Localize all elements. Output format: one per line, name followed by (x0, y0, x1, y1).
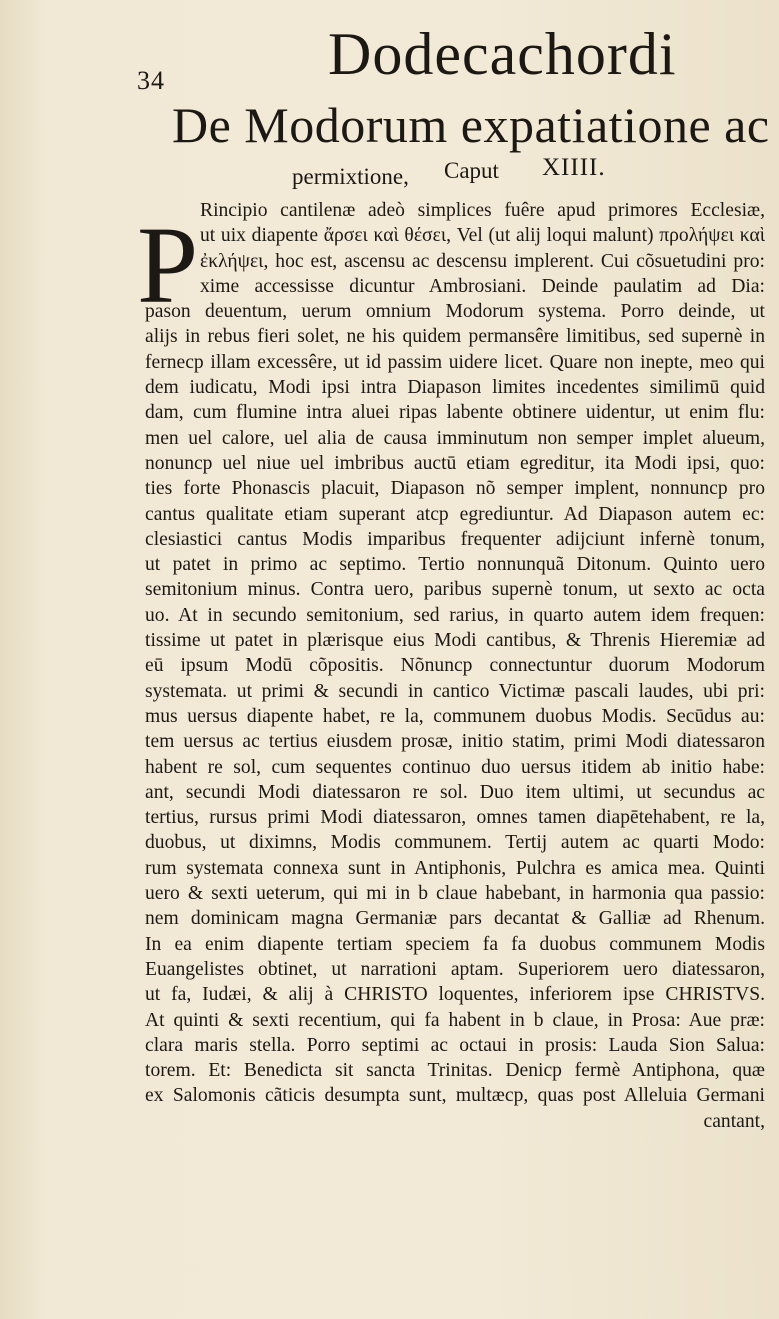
text-line: ἐκλήψει, hoc est, ascensu ac descensu implerent. Cui cõsuetudini pro: (200, 250, 765, 272)
running-head: Dodecachordi (328, 21, 677, 87)
text-line: semitonium minus. Contra uero, paribus supernè tonum, ut sexto ac octa (145, 579, 765, 601)
text-line: In ea enim diapente tertiam speciem fa fa duobus communem Modis (145, 933, 765, 955)
drop-cap: P (137, 204, 199, 326)
text-line: uo. At in secundo semitonium, sed rarius, in quarto autem idem frequen: (145, 604, 765, 626)
text-line: dem iudicatu, Modi ipsi intra Diapason limites incedentes similimū quid (145, 377, 765, 399)
text-line: pason deuentum, uerum omnium Modorum systema. Porro deinde, ut (145, 301, 765, 323)
text-line: clara maris stella. Porro septimi ac octaui in prosis: Lauda Sion Salua: (145, 1034, 765, 1056)
text-line: duobus, ut diximns, Modis communem. Tertij autem ac quarti Modo: (145, 832, 765, 854)
caput-label: Caput (444, 158, 499, 183)
text-line: tissime ut patet in plærisque eius Modi cantibus, & Threnis Hieremiæ ad (145, 630, 765, 652)
text-line: nonuncp uel niue uel imbribus auctū etiam egreditur, ita Modi ipsi, quo: (145, 452, 765, 474)
text-line: ut uix diapente ἄρσει καὶ θέσει, Vel (ut alij loqui malunt) προλήψει καὶ (200, 225, 765, 247)
text-line: ant, secundi Modi diatessaron re sol. Duo item ultimi, ut secundus ac (145, 781, 765, 803)
text-line: ut patet in primo ac septimo. Tertio nonnunquã Ditonum. Quinto uero (145, 554, 765, 576)
text-line: Euangelistes obtinet, ut narrationi aptam. Superiorem uero diatessaron, (145, 958, 765, 980)
text-line: rum systemata connexa sunt in Antiphonis, Pulchra es amica mea. Quinti (145, 857, 765, 879)
text-line: clesiastici cantus Modis imparibus frequenter adijciunt infernè tonum, (145, 528, 765, 550)
text-line: xime accessisse dicuntur Ambrosiani. Deinde paulatim ad Dia: (200, 275, 765, 297)
text-line: men uel calore, uel alia de causa imminutum non semper implet alueum, (145, 427, 765, 449)
text-line: systemata. ut primi & secundi in cantico Victimæ pascali laudes, ubi pri: (145, 680, 765, 702)
text-line: uero & sexti ueterum, qui mi in b claue habebant, in harmonia qua passio: (145, 883, 765, 905)
text-line: nem dominicam magna Germaniæ pars decantat & Galliæ ad Rhenum. (145, 908, 765, 930)
text-line: fernecp illam excessêre, ut id passim uidere licet. Quare non inepte, meo qui (145, 351, 765, 373)
text-line: habent re sol, cum sequentes continuo duo uersus itidem ab initio habe: (145, 756, 765, 778)
text-line: tertius, rursus primi Modi diatessaron, omnes tamen diapētehabent, re la, (145, 807, 765, 829)
text-line: dam, cum flumine intra aluei ripas labente obtinere uidentur, ut enim flu: (145, 402, 765, 424)
body-text (145, 198, 765, 1134)
text-line: ut fa, Iudæi, & alij à CHRISTO loquentes, inferiorem ipse CHRISTVS. (145, 984, 765, 1006)
text-line: cantus qualitate etiam superant atcp egrediuntur. Ad Diapason autem ec: (145, 503, 765, 525)
caput-number: XIIII. (542, 154, 606, 181)
chapter-title: De Modorum expatiatione ac (172, 97, 770, 153)
text-line: ex Salomonis cãticis desumpta sunt, multæcp, quas post Alleluia Germani (145, 1085, 765, 1107)
text-line: mus uersus diapente habet, re la, communem duobus Modis. Secūdus au: (145, 705, 765, 727)
text-line: eū ipsum Modū cõpositis. Nõnuncp connectuntur duorum Modorum (145, 655, 765, 677)
page-number: 34 (137, 66, 165, 95)
text-line: At quinti & sexti recentium, qui fa habent in b claue, in Prosa: Aue præ: (145, 1009, 765, 1031)
text-line-catchword: cantant, (703, 1110, 765, 1132)
chapter-subtitle-word: permixtione, (292, 164, 409, 189)
text-line: Rincipio cantilenæ adeò simplices fuêre apud primores Ecclesiæ, (200, 200, 765, 221)
text-line: ties forte Phonascis placuit, Diapason nõ semper implent, nonnuncp pro (145, 478, 765, 500)
text-line: alijs in rebus fieri solet, ne his quidem permansêre limitibus, sed supernè in (145, 326, 765, 348)
text-line: tem uersus ac tertius eiusdem prosæ, initio statim, primi Modi diatessaron (145, 731, 765, 753)
text-line: torem. Et: Benedicta sit sancta Trinitas. Denicp fermè Antiphona, quæ (145, 1060, 765, 1082)
